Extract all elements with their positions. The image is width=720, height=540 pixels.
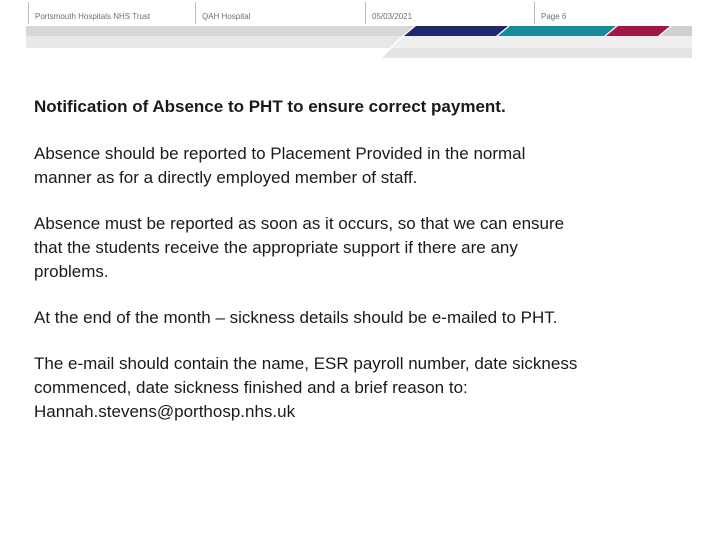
paragraph-reporting-manner (34, 142, 684, 190)
text-line: manner as for a directly employed member of staff. (34, 168, 418, 187)
text-line: Absence should be reported to Placement Provided in the normal (34, 144, 526, 163)
text-line: At the end of the month – sickness details should be e-mailed to PHT. (34, 308, 558, 327)
slide-title: Notification of Absence to PHT to ensure correct payment. (34, 97, 506, 116)
text-line: The e-mail should contain the name, ESR payroll number, date sickness (34, 354, 578, 373)
paragraph-report-timing (34, 212, 684, 284)
header-organisation: Portsmouth Hospitals NHS Trust (35, 12, 151, 21)
text-line: that the students receive the appropriate support if there are any (34, 238, 518, 257)
text-line: commenced, date sickness finished and a brief reason to: (34, 378, 468, 397)
text-line: Absence must be reported as soon as it occurs, so that we can ensure (34, 214, 565, 233)
header-divider (365, 2, 366, 24)
slide-body (34, 96, 684, 446)
header-date: 05/03/2021 (372, 12, 413, 21)
header-divider (195, 2, 196, 24)
header-site: QAH Hospital (202, 12, 251, 21)
paragraph-email-contents (34, 352, 684, 424)
header-page-number: Page 6 (541, 12, 567, 21)
header-divider (534, 2, 535, 24)
slide-header (0, 0, 720, 60)
paragraph-month-end (34, 306, 684, 330)
text-line: problems. (34, 262, 109, 281)
header-divider (28, 2, 29, 24)
decorative-header-band (26, 26, 692, 58)
email-address: Hannah.stevens@porthosp.nhs.uk (34, 402, 296, 421)
